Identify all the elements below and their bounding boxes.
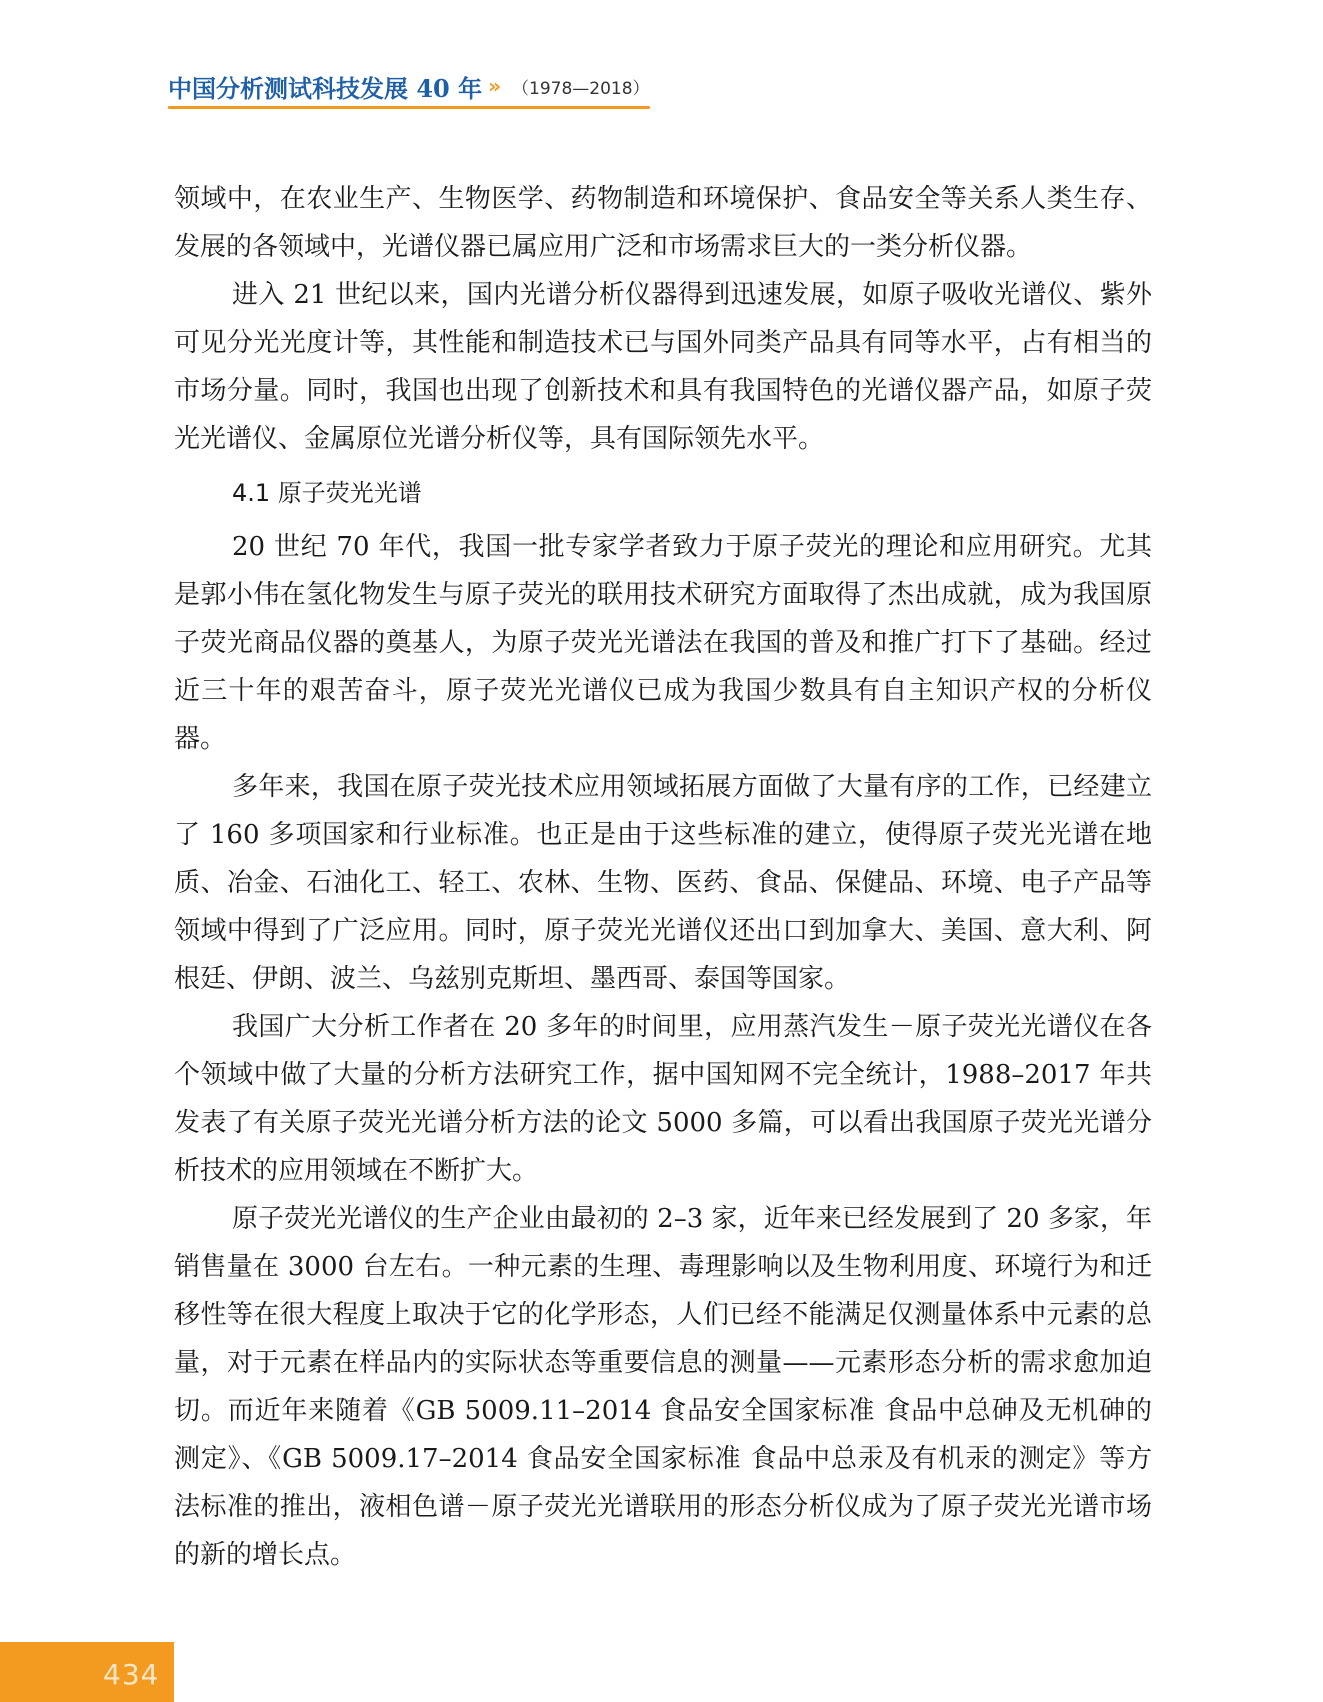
paragraph-4: 多年来，我国在原子荧光技术应用领域拓展方面做了大量有序的工作，已经建立了 160 多项国家和行业标准。也正是由于这些标准的建立，使得原子荧光光谱在地质、冶金、石油化工、轻工、农林、生物、医药、食品、保健品、环境、电子产品等领域中得到了广泛应用。同时，原子荧光光谱仪还出口到加拿大、美国、意大利、阿根廷、伊朗、波兰、乌兹别克斯坦、墨西哥、泰国等国家。 [174, 772, 1152, 994]
page-body [174, 175, 1152, 1579]
page-number: 434 [103, 1658, 160, 1691]
paragraph-5: 我国广大分析工作者在 20 多年的时间里，应用蒸汽发生－原子荧光光谱仪在各个领域中做了大量的分析方法研究工作，据中国知网不完全统计，1988–2017 年共发表了有关原子荧光光谱分析方法的论文 5000 多篇，可以看出我国原子荧光光谱分析技术的应用领域在不断扩大。 [174, 1012, 1152, 1186]
paragraph-2: 进入 21 世纪以来，国内光谱分析仪器得到迅速发展，如原子吸收光谱仪、紫外可见分光光度计等，其性能和制造技术已与国外同类产品具有同等水平，占有相当的市场分量。同时，我国也出现了创新技术和具有我国特色的光谱仪器产品，如原子荧光光谱仪、金属原位光谱分析仪等，具有国际领先水平。 [174, 280, 1152, 454]
double-chevron-icon: » [488, 74, 499, 98]
book-title: 中国分析测试科技发展 40 年 [168, 73, 483, 103]
book-years: （1978—2018） [512, 78, 650, 99]
section-heading: 4.1 原子荧光光谱 [232, 479, 422, 507]
paragraph-1: 领域中，在农业生产、生物医学、药物制造和环境保护、食品安全等关系人类生存、发展的各领域中，光谱仪器已属应用广泛和市场需求巨大的一类分析仪器。 [174, 184, 1152, 262]
running-header [168, 66, 650, 106]
paragraph-6: 原子荧光光谱仪的生产企业由最初的 2–3 家，近年来已经发展到了 20 多家，年销售量在 3000 台左右。一种元素的生理、毒理影响以及生物利用度、环境行为和迁移性等在很大程度上取决于它的化学形态，人们已经不能满足仅测量体系中元素的总量，对于元素在样品内的实际状态等重要信息的测量——元素形态分析的需求愈加迫切。而近年来随着《GB 5009.11–2014 食品安全国家标准 食品中总砷及无机砷的测定》、《GB 5009.17–2014 食品安全国家标准 食品中总汞及有机汞的测定》等方法标准的推出，液相色谱－原子荧光光谱联用的形态分析仪成为了原子荧光光谱市场的新的增长点。 [174, 1204, 1152, 1570]
paragraph-3: 20 世纪 70 年代，我国一批专家学者致力于原子荧光的理论和应用研究。尤其是郭小伟在氢化物发生与原子荧光的联用技术研究方面取得了杰出成就，成为我国原子荧光商品仪器的奠基人，为原子荧光光谱法在我国的普及和推广打下了基础。经过近三十年的艰苦奋斗，原子荧光光谱仪已成为我国少数具有自主知识产权的分析仪器。 [174, 532, 1152, 754]
header-divider [168, 106, 650, 109]
